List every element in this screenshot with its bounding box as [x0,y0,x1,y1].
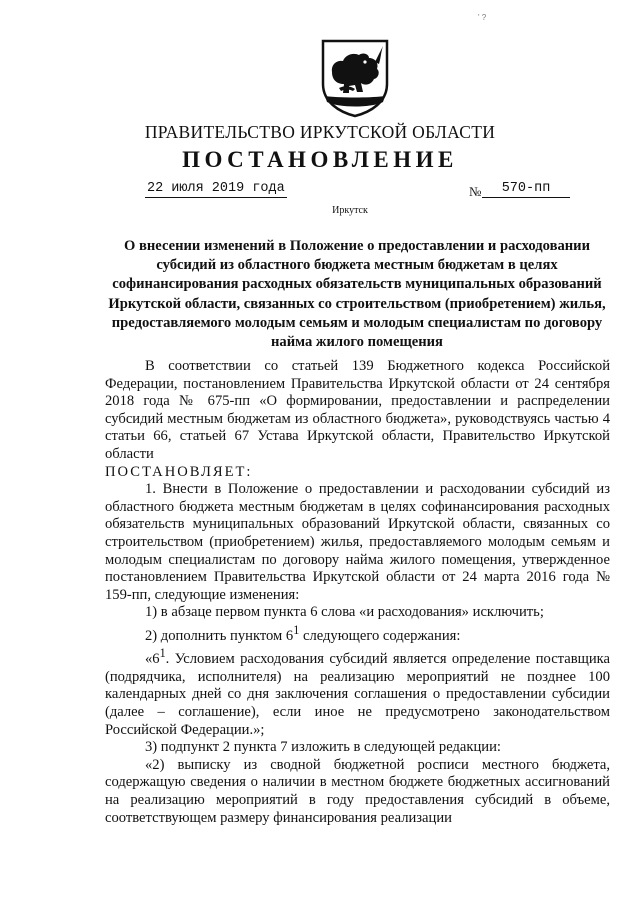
document-body [105,358,610,827]
sub-item-2-tail: следующего содержания: [299,627,461,644]
quote-lead: «6 [145,651,160,668]
corner-mark: ' ? [478,13,487,22]
number-sign: № [469,184,482,199]
quote-paragraph-2: «2) выписку из сводной бюджетной росписи местного бюджета, содержащую сведения о наличии в местном бюджете бюджетных ассигнований на реализацию мероприятий в году предоставления субсидий в объеме, соответствующем размеру финансирования реализации [105,756,610,826]
document-date: 22 июля 2019 года [147,181,285,196]
quote-paragraph-6-1 [105,645,610,739]
sub-item-2-text: 2) дополнить пунктом 6 [145,627,294,644]
document-number: 570-пп [482,181,570,198]
sub-item-1: 1) в абзаце первом пункта 6 слова «и расходования» исключить; [145,604,544,621]
irkutsk-coat-of-arms-icon [319,38,391,118]
sub-item-3: 3) подпункт 2 пункта 7 изложить в следующей редакции: [145,739,501,756]
sub-item-2 [105,622,610,645]
quote-superscript: 1 [159,646,166,661]
item-1: 1. Внести в Положение о предоставлении и расходовании субсидий из областного бюджета местным бюджетам в целях софинансирования расходных обязательств муниципальных образований Иркутской области, связанных со строительством (приобретением) жилья, предоставляемого молодым семьям и молодым специалистам по договору найма жилого помещения, утвержденное постановлением Правительства Иркутской области от 24 марта 2016 года № 159-пп, следующие изменения: [105,481,610,603]
sub-item-2-superscript: 1 [293,622,300,637]
document-title: О внесении изменений в Положение о предоставлении и расходовании субсидий из областного бюджета местным бюджетам в целях софинансирования расходных обязательств муниципальных образований Иркутской области, связанных со строительством (приобретением) жилья, предоставляемого молодым семьям и молодым специалистам по договору найма жилого помещения [108,238,606,351]
government-name: ПРАВИТЕЛЬСТВО ИРКУТСКОЙ ОБЛАСТИ [144,122,496,142]
city-name: Иркутск [332,205,368,216]
resolves-heading: ПОСТАНОВЛЯЕТ: [105,463,253,480]
quote-text: . Условием расходования субсидий является определение поставщика (подрядчика, исполнителя) на реализацию мероприятий не позднее 100 календарных дней со дня заключения соглашения о предоставлении субсидии (далее – соглашение), если иное не предусмотрено законодательством Российской Федерации.»; [105,651,610,738]
intro-paragraph: В соответствии со статьей 139 Бюджетного кодекса Российской Федерации, постановлением Правительства Иркутской области от 24 сентября 2018 года № 675-пп «О формировании, предоставлении и распределении субсидий местным бюджетам из областного бюджета», руководствуясь частью 4 статьи 66, статьей 67 Устава Иркутской области, Правительство Иркутской области [105,358,610,462]
document-type: ПОСТАНОВЛЕНИЕ [182,147,458,172]
